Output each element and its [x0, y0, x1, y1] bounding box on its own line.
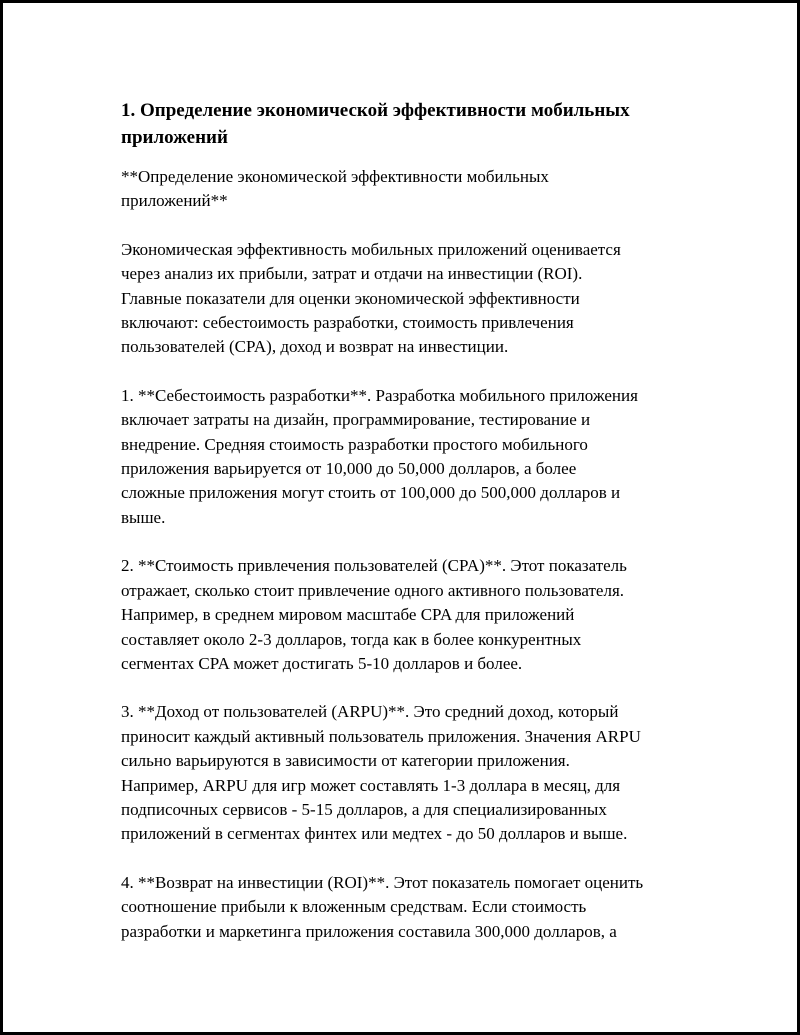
section-heading: 1. Определение экономической эффективности мобильных приложений	[121, 100, 630, 148]
list-item-development-cost: 1. **Себестоимость разработки**. Разработка мобильного приложения включает затраты на дизайн, программирование, тестирование и внедрение. Средняя стоимость разработки простого мобильного приложения варьируется от 10,000 до 50,000 долларов, а более сложные приложения могут стоить от 100,000 до 500,000 долларов и выше.	[121, 385, 638, 527]
list-item-arpu: 3. **Доход от пользователей (ARPU)**. Это средний доход, который приносит каждый активный пользователь приложения. Значения ARPU сильно варьируются в зависимости от категории приложения. Например, ARPU для игр может составлять 1-3 доллара в месяц, для подписочных сервисов - 5-15 долларов, а для специализированных приложений в сегментах финтех или медтех - до 50 долларов и выше.	[121, 702, 641, 844]
list-item-roi: 4. **Возврат на инвестиции (ROI)**. Этот показатель помогает оценить соотношение прибыли к вложенным средствам. Если стоимость разработки и маркетинга приложения составила 300,000 долларов, а	[121, 872, 644, 941]
intro-paragraph: Экономическая эффективность мобильных приложений оценивается через анализ их прибыли, затрат и отдачи на инвестиции (ROI). Главные показатели для оценки экономической эффективности включают: себестоимость разработки, стоимость привлечения пользователей (CPA), доход и возврат на инвестиции.	[121, 239, 621, 357]
section-subtitle: **Определение экономической эффективности мобильных приложений**	[121, 167, 549, 211]
list-item-cpa: 2. **Стоимость привлечения пользователей (CPA)**. Этот показатель отражает, сколько стоит привлечение одного активного пользователя. Например, в среднем мировом масштабе CPA для приложений составляет около 2-3 долларов, тогда как в более конкурентных сегментах CPA может достигать 5-10 долларов и более.	[121, 556, 627, 673]
document-content	[121, 97, 696, 944]
